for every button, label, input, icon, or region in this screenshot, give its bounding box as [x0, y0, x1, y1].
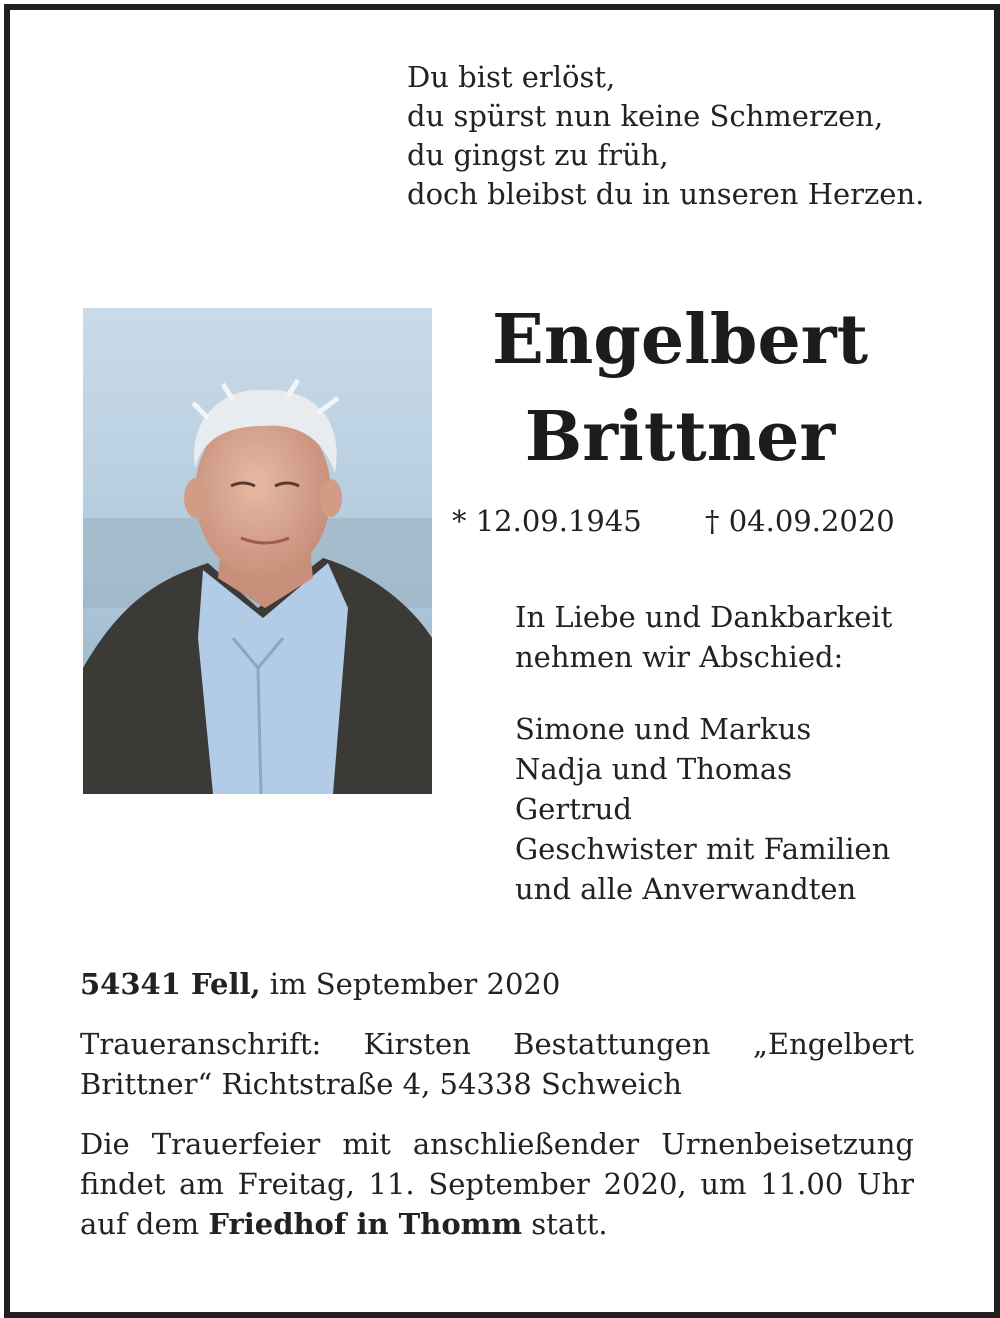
funeral-line-post: statt.: [522, 1207, 608, 1241]
funeral-line-pre: auf dem: [80, 1207, 209, 1241]
mourning-address: [80, 1024, 914, 1104]
funeral-line: findet am Freitag, 11. September 2020, um 11.00 Uhr: [80, 1167, 914, 1201]
poem: [407, 58, 924, 214]
funeral-line: [80, 1204, 914, 1244]
deceased-last-name: Brittner: [524, 397, 836, 477]
address-line: Brittner“ Richtstraße 4, 54338 Schweich: [80, 1067, 682, 1101]
poem-line: du gingst zu früh,: [407, 138, 669, 172]
mourner: Gertrud: [515, 792, 632, 826]
funeral-info: [80, 1124, 914, 1244]
address-line: Traueranschrift: Kirsten Bestattungen „Engelbert: [80, 1027, 914, 1061]
birth-date: * 12.09.1945: [452, 504, 642, 538]
deceased-first-name: Engelbert: [492, 300, 868, 380]
place-date: im September 2020: [260, 967, 561, 1001]
place-name: 54341 Fell,: [80, 967, 261, 1001]
farewell-line: In Liebe und Dankbarkeit: [515, 600, 893, 634]
mourners-list: [515, 709, 890, 909]
mourner: Geschwister mit Familien: [515, 832, 891, 866]
poem-line: doch bleibst du in unseren Herzen.: [407, 177, 925, 211]
portrait-photo: [83, 308, 432, 794]
farewell-line: nehmen wir Abschied:: [515, 640, 844, 674]
mourner: und alle Anverwandten: [515, 872, 857, 906]
funeral-line: Die Trauerfeier mit anschließender Urnenbeisetzung: [80, 1127, 914, 1161]
farewell-text: [515, 597, 892, 677]
death-date: † 04.09.2020: [705, 504, 895, 538]
poem-line: du spürst nun keine Schmerzen,: [407, 99, 884, 133]
cemetery-name: Friedhof in Thomm: [208, 1207, 523, 1241]
poem-line: Du bist erlöst,: [407, 60, 616, 94]
mourner: Nadja und Thomas: [515, 752, 793, 786]
place-and-date: [80, 964, 560, 1004]
mourner: Simone und Markus: [515, 712, 812, 746]
